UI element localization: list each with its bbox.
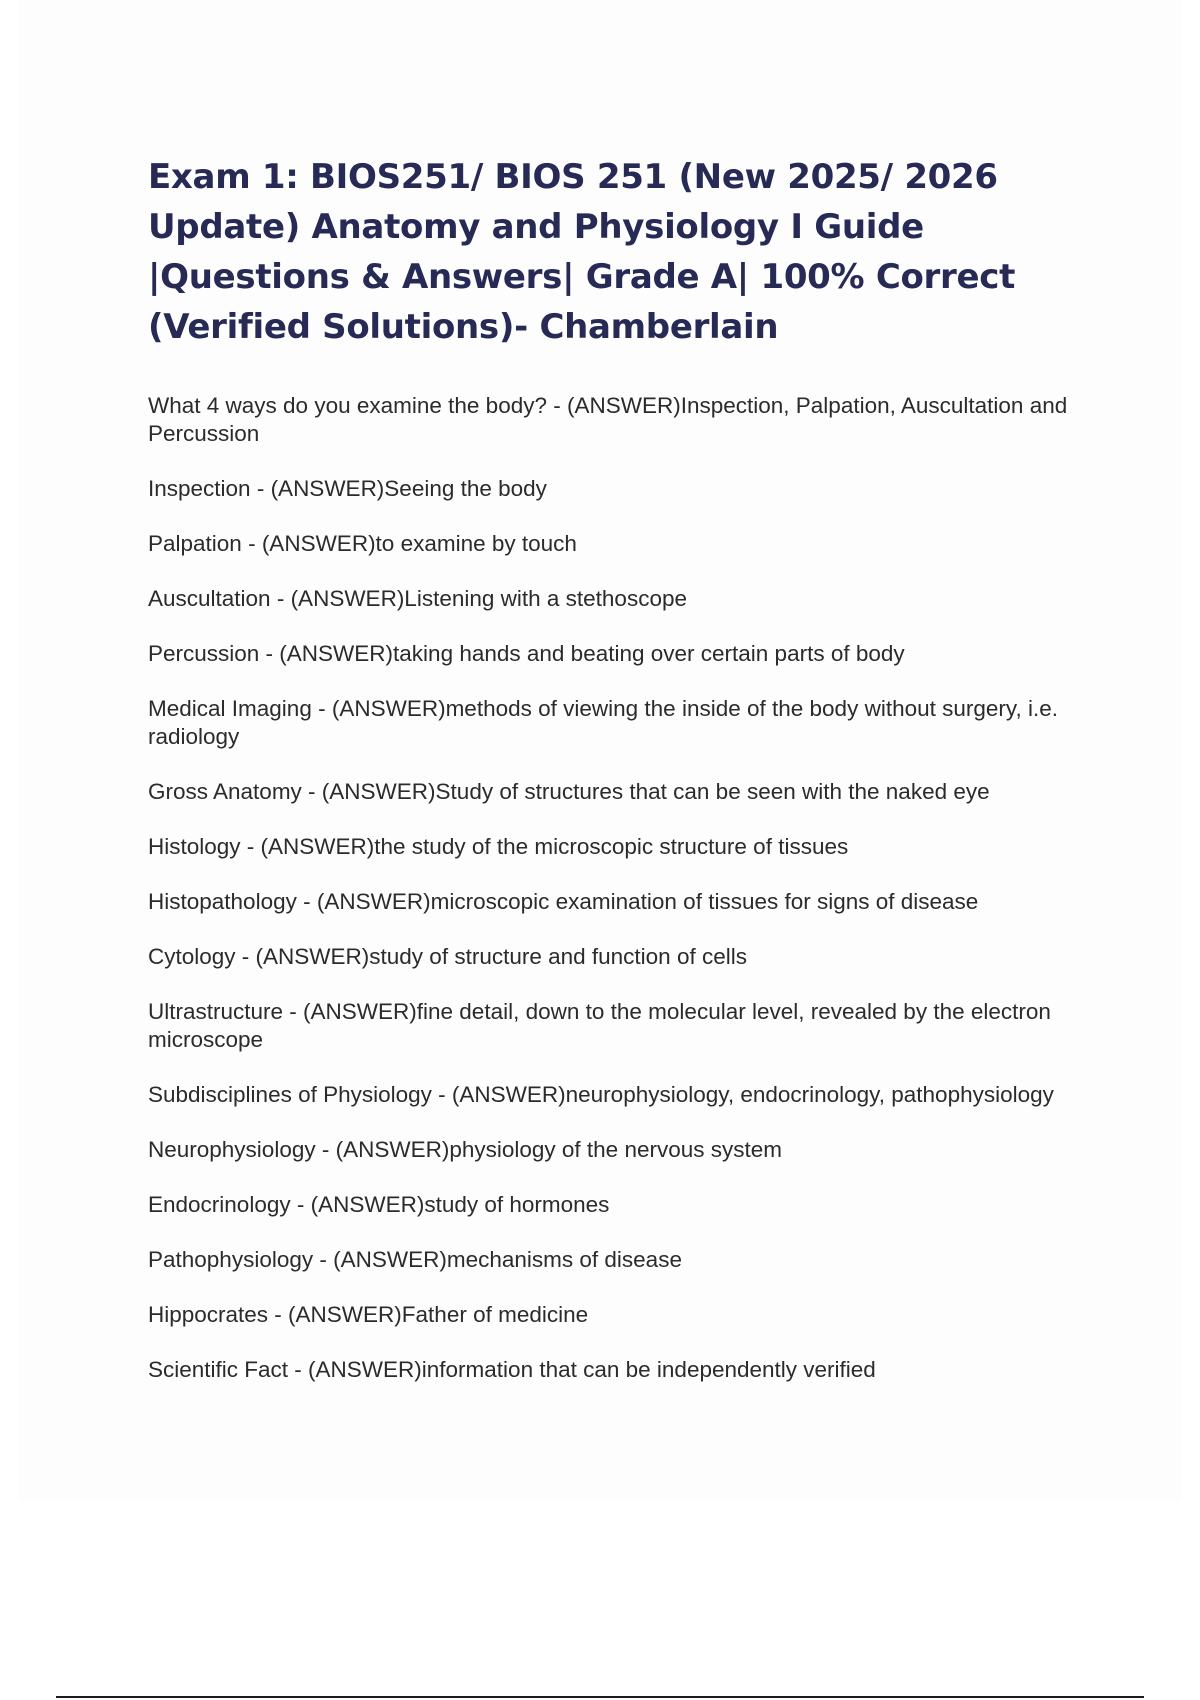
qa-item-scientific-fact: Scientific Fact - (ANSWER)information that can be independently verified xyxy=(148,1357,876,1382)
qa-item-inspection: Inspection - (ANSWER)Seeing the body xyxy=(148,476,547,501)
qa-item-palpation: Palpation - (ANSWER)to examine by touch xyxy=(148,531,577,556)
qa-item-examine-body: What 4 ways do you examine the body? - (ANSWER)Inspection, Palpation, Auscultation and Percussion xyxy=(148,393,1068,446)
document-title: Exam 1: BIOS251/ BIOS 251 (New 2025/ 2026 Update) Anatomy and Physiology I Guide |Questions & Answers| Grade A| 100% Correct (Verified Solutions)- Chamberlain xyxy=(148,157,1016,347)
qa-list xyxy=(148,392,1088,1384)
qa-item-endocrinology: Endocrinology - (ANSWER)study of hormones xyxy=(148,1192,610,1217)
qa-item-ultrastructure: Ultrastructure - (ANSWER)fine detail, down to the molecular level, revealed by the electron microscope xyxy=(148,999,1051,1052)
page-bottom-divider xyxy=(56,1696,1144,1698)
qa-item-gross-anatomy: Gross Anatomy - (ANSWER)Study of structures that can be seen with the naked eye xyxy=(148,779,990,804)
qa-item-percussion: Percussion - (ANSWER)taking hands and beating over certain parts of body xyxy=(148,641,905,666)
qa-item-hippocrates: Hippocrates - (ANSWER)Father of medicine xyxy=(148,1302,589,1327)
qa-item-neurophysiology: Neurophysiology - (ANSWER)physiology of the nervous system xyxy=(148,1137,782,1162)
qa-item-auscultation: Auscultation - (ANSWER)Listening with a stethoscope xyxy=(148,586,687,611)
qa-item-subdisciplines-physiology: Subdisciplines of Physiology - (ANSWER)neurophysiology, endocrinology, pathophysiology xyxy=(148,1082,1054,1107)
qa-item-histology: Histology - (ANSWER)the study of the microscopic structure of tissues xyxy=(148,834,849,859)
qa-item-pathophysiology: Pathophysiology - (ANSWER)mechanisms of disease xyxy=(148,1247,682,1272)
qa-item-histopathology: Histopathology - (ANSWER)microscopic examination of tissues for signs of disease xyxy=(148,889,979,914)
qa-item-medical-imaging: Medical Imaging - (ANSWER)methods of viewing the inside of the body without surgery, i.e. radiology xyxy=(148,696,1058,749)
qa-item-cytology: Cytology - (ANSWER)study of structure and function of cells xyxy=(148,944,747,969)
